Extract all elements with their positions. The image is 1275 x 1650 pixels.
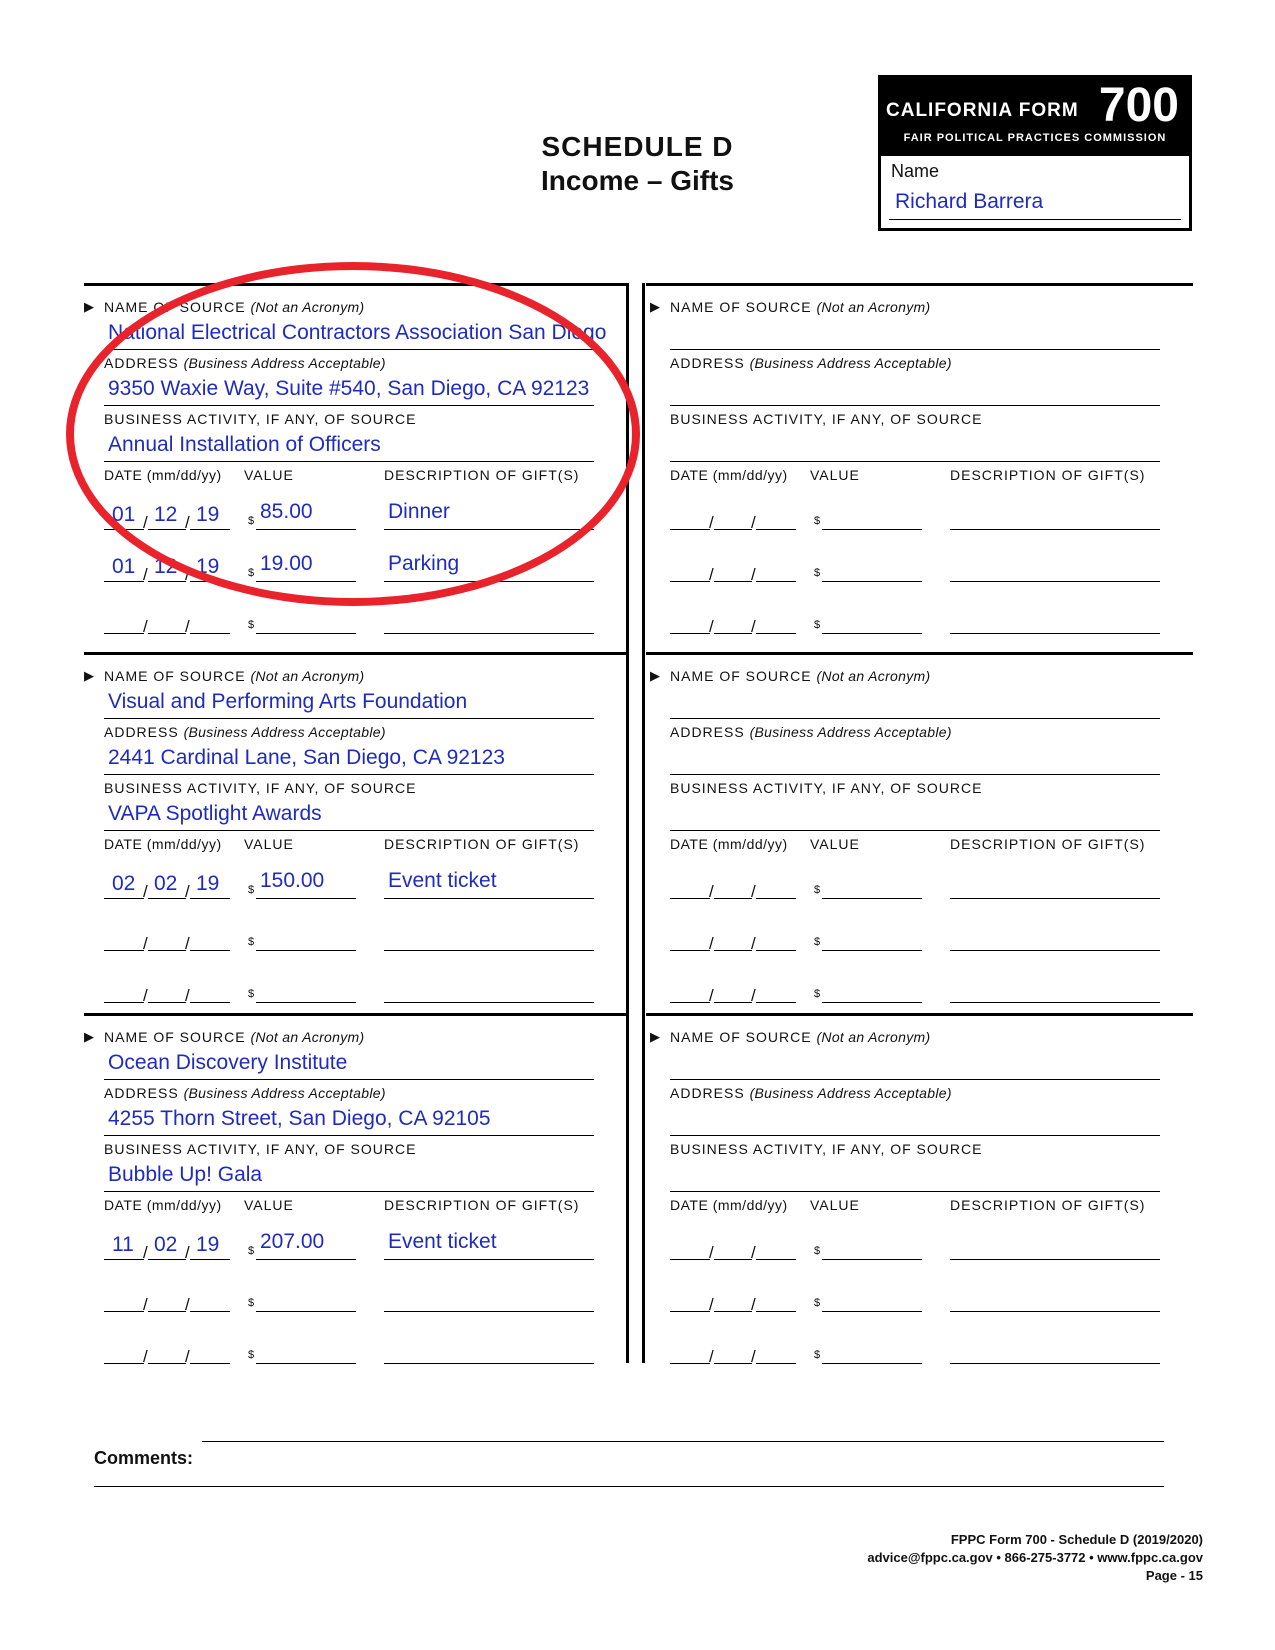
- date-yy-underline: [190, 898, 230, 899]
- gift-value-underline: [256, 898, 356, 899]
- date-yy-underline: [756, 898, 796, 899]
- footer-page-number: Page - 15: [1145, 1568, 1203, 1583]
- date-dd-underline: [148, 898, 186, 899]
- date-dd-underline: [714, 1259, 752, 1260]
- dollar-sign: $: [248, 1297, 255, 1309]
- dollar-sign: $: [248, 884, 255, 896]
- gift-value-underline: [822, 1311, 922, 1312]
- dollar-sign: $: [248, 1245, 255, 1257]
- gift-description-underline: [384, 529, 594, 530]
- name-of-source-note: (Not an Acronym): [250, 1029, 365, 1045]
- date-column-label: DATE (mm/dd/yy): [670, 1197, 788, 1213]
- dollar-sign: $: [248, 567, 255, 579]
- gift-description-field[interactable]: Event ticket: [388, 1230, 497, 1253]
- section-rule: [646, 652, 1193, 655]
- business-activity-underline: [104, 1191, 594, 1192]
- date-separator: /: [751, 617, 756, 636]
- comments-field-line-1[interactable]: [202, 1441, 1164, 1442]
- gift-description-underline: [384, 950, 594, 951]
- date-separator: /: [709, 1295, 714, 1314]
- date-yy-underline: [756, 529, 796, 530]
- value-column-label: VALUE: [244, 467, 294, 483]
- gift-value-underline: [256, 581, 356, 582]
- date-dd-underline: [714, 1311, 752, 1312]
- date-separator: /: [751, 565, 756, 584]
- value-column-label: VALUE: [810, 1197, 860, 1213]
- date-yy-underline: [190, 1002, 230, 1003]
- form-number: 700: [1098, 79, 1179, 132]
- date-separator: /: [751, 882, 756, 901]
- date-column-label: DATE (mm/dd/yy): [104, 467, 222, 483]
- description-column-label: DESCRIPTION OF GIFT(S): [950, 836, 1146, 852]
- form-id-band: [881, 78, 1189, 156]
- date-yy-underline: [190, 529, 230, 530]
- date-yy-underline: [756, 1259, 796, 1260]
- date-mm-underline: [104, 1311, 144, 1312]
- date-mm-underline: [104, 1363, 144, 1364]
- dollar-sign: $: [814, 988, 821, 1000]
- gift-date-year[interactable]: 19: [196, 1233, 220, 1256]
- date-mm-underline: [670, 529, 710, 530]
- date-yy-underline: [756, 950, 796, 951]
- business-activity-field[interactable]: Annual Installation of Officers: [108, 433, 381, 456]
- business-activity-underline: [104, 461, 594, 462]
- name-of-source-label: [104, 1029, 364, 1045]
- address-text: ADDRESS: [104, 724, 179, 740]
- date-dd-underline: [714, 1363, 752, 1364]
- date-dd-underline: [714, 1002, 752, 1003]
- gift-value-underline: [256, 1259, 356, 1260]
- gift-description-underline: [384, 633, 594, 634]
- gift-description-underline: [950, 529, 1160, 530]
- dollar-sign: $: [248, 515, 255, 527]
- section-rule: [84, 652, 628, 655]
- date-separator: /: [143, 934, 148, 953]
- date-dd-underline: [148, 1311, 186, 1312]
- date-separator: /: [185, 934, 190, 953]
- gift-value-field[interactable]: 207.00: [260, 1230, 325, 1253]
- description-column-label: DESCRIPTION OF GIFT(S): [384, 467, 580, 483]
- date-dd-underline: [148, 529, 186, 530]
- date-yy-underline: [756, 1311, 796, 1312]
- value-column-label: VALUE: [810, 467, 860, 483]
- dollar-sign: $: [248, 988, 255, 1000]
- name-of-source-text: NAME OF SOURCE: [670, 668, 812, 684]
- date-mm-underline: [670, 633, 710, 634]
- gift-value-field[interactable]: 85.00: [260, 500, 313, 523]
- name-of-source-note: (Not an Acronym): [250, 668, 365, 684]
- business-activity-label: BUSINESS ACTIVITY, IF ANY, OF SOURCE: [670, 411, 983, 427]
- name-of-source-note: (Not an Acronym): [816, 1029, 931, 1045]
- gift-description-underline: [384, 898, 594, 899]
- address-label: [670, 724, 952, 740]
- gift-description-underline: [950, 1311, 1160, 1312]
- date-separator: /: [143, 513, 148, 532]
- date-yy-underline: [190, 1311, 230, 1312]
- dollar-sign: $: [814, 1297, 821, 1309]
- gift-value-underline: [256, 633, 356, 634]
- business-activity-field[interactable]: VAPA Spotlight Awards: [108, 802, 322, 825]
- address-label: [670, 355, 952, 371]
- date-separator: /: [751, 1295, 756, 1314]
- source-name-underline: [104, 349, 594, 350]
- gift-value-underline: [256, 950, 356, 951]
- date-separator: /: [185, 1295, 190, 1314]
- date-separator: /: [709, 882, 714, 901]
- name-of-source-note: (Not an Acronym): [816, 299, 931, 315]
- gift-description-field[interactable]: Event ticket: [388, 869, 497, 892]
- gift-value-underline: [256, 1363, 356, 1364]
- date-dd-underline: [714, 529, 752, 530]
- date-dd-underline: [714, 581, 752, 582]
- date-separator: /: [185, 1347, 190, 1366]
- triangle-marker-icon: ▶: [84, 299, 94, 314]
- date-yy-underline: [190, 581, 230, 582]
- date-separator: /: [143, 1243, 148, 1262]
- date-separator: /: [185, 617, 190, 636]
- date-separator: /: [751, 986, 756, 1005]
- business-activity-label: BUSINESS ACTIVITY, IF ANY, OF SOURCE: [104, 411, 417, 427]
- source-address-field[interactable]: 2441 Cardinal Lane, San Diego, CA 92123: [108, 746, 505, 769]
- address-text: ADDRESS: [670, 724, 745, 740]
- gift-date-month[interactable]: 01: [112, 555, 136, 578]
- source-name-underline: [670, 349, 1160, 350]
- gift-date-day[interactable]: 12: [154, 503, 178, 526]
- dollar-sign: $: [248, 936, 255, 948]
- business-activity-underline: [670, 1191, 1160, 1192]
- filer-name-field[interactable]: Richard Barrera: [895, 190, 1044, 213]
- business-activity-label: BUSINESS ACTIVITY, IF ANY, OF SOURCE: [670, 780, 983, 796]
- date-yy-underline: [756, 581, 796, 582]
- gift-date-year[interactable]: 19: [196, 503, 220, 526]
- date-dd-underline: [148, 581, 186, 582]
- date-column-label: DATE (mm/dd/yy): [670, 836, 788, 852]
- name-of-source-label: [104, 299, 364, 315]
- source-address-underline: [670, 1135, 1160, 1136]
- date-separator: /: [751, 1347, 756, 1366]
- date-separator: /: [185, 986, 190, 1005]
- source-address-underline: [670, 405, 1160, 406]
- name-of-source-label: [104, 668, 364, 684]
- name-of-source-text: NAME OF SOURCE: [104, 1029, 246, 1045]
- gift-description-underline: [950, 950, 1160, 951]
- source-address-underline: [670, 774, 1160, 775]
- source-address-field[interactable]: 9350 Waxie Way, Suite #540, San Diego, CA 92123: [108, 377, 590, 400]
- date-mm-underline: [104, 898, 144, 899]
- gift-description-underline: [950, 1002, 1160, 1003]
- gift-description-underline: [384, 581, 594, 582]
- address-label: [670, 1085, 952, 1101]
- gift-date-day[interactable]: 02: [154, 872, 178, 895]
- business-activity-underline: [670, 830, 1160, 831]
- date-separator: /: [143, 1347, 148, 1366]
- date-dd-underline: [148, 1363, 186, 1364]
- date-separator: /: [709, 1347, 714, 1366]
- date-dd-underline: [714, 633, 752, 634]
- date-separator: /: [709, 934, 714, 953]
- gift-date-year[interactable]: 19: [196, 555, 220, 578]
- name-of-source-label: [670, 299, 930, 315]
- address-text: ADDRESS: [104, 355, 179, 371]
- section-rule: [84, 283, 628, 286]
- gift-description-underline: [950, 633, 1160, 634]
- date-separator: /: [751, 513, 756, 532]
- description-column-label: DESCRIPTION OF GIFT(S): [384, 836, 580, 852]
- gift-description-underline: [950, 1363, 1160, 1364]
- date-mm-underline: [104, 950, 144, 951]
- date-mm-underline: [104, 529, 144, 530]
- footer-contact: advice@fppc.ca.gov • 866-275-3772 • www.fppc.ca.gov: [867, 1550, 1203, 1565]
- date-column-label: DATE (mm/dd/yy): [104, 1197, 222, 1213]
- source-name-field[interactable]: Ocean Discovery Institute: [108, 1051, 348, 1074]
- name-of-source-note: (Not an Acronym): [250, 299, 365, 315]
- date-mm-underline: [670, 581, 710, 582]
- gift-value-underline: [256, 1002, 356, 1003]
- date-mm-underline: [670, 950, 710, 951]
- gift-date-year[interactable]: 19: [196, 872, 220, 895]
- triangle-marker-icon: ▶: [650, 1029, 660, 1044]
- date-separator: /: [185, 1243, 190, 1262]
- date-mm-underline: [670, 1002, 710, 1003]
- gift-value-underline: [822, 529, 922, 530]
- date-separator: /: [143, 565, 148, 584]
- source-address-field[interactable]: 4255 Thorn Street, San Diego, CA 92105: [108, 1107, 491, 1130]
- date-yy-underline: [190, 1259, 230, 1260]
- source-address-underline: [104, 405, 594, 406]
- name-of-source-label: [670, 1029, 930, 1045]
- value-column-label: VALUE: [244, 1197, 294, 1213]
- date-column-label: DATE (mm/dd/yy): [670, 467, 788, 483]
- date-yy-underline: [756, 1363, 796, 1364]
- address-text: ADDRESS: [670, 355, 745, 371]
- address-text: ADDRESS: [104, 1085, 179, 1101]
- address-note: (Business Address Acceptable): [183, 1085, 386, 1101]
- date-separator: /: [143, 1295, 148, 1314]
- gift-description-underline: [384, 1002, 594, 1003]
- gift-value-underline: [822, 1002, 922, 1003]
- date-separator: /: [709, 565, 714, 584]
- dollar-sign: $: [814, 619, 821, 631]
- date-mm-underline: [670, 1311, 710, 1312]
- name-of-source-text: NAME OF SOURCE: [670, 1029, 812, 1045]
- address-text: ADDRESS: [670, 1085, 745, 1101]
- gift-value-underline: [256, 1311, 356, 1312]
- triangle-marker-icon: ▶: [650, 299, 660, 314]
- source-name-field[interactable]: Visual and Performing Arts Foundation: [108, 690, 468, 713]
- gift-value-underline: [822, 898, 922, 899]
- gift-description-field[interactable]: Dinner: [388, 500, 450, 523]
- dollar-sign: $: [814, 515, 821, 527]
- footer-form-id: FPPC Form 700 - Schedule D (2019/2020): [950, 1532, 1203, 1547]
- gift-description-underline: [950, 1259, 1160, 1260]
- gift-date-month[interactable]: 11: [112, 1233, 134, 1256]
- name-of-source-note: (Not an Acronym): [816, 668, 931, 684]
- section-rule: [646, 283, 1193, 286]
- date-separator: /: [185, 565, 190, 584]
- section-rule: [84, 1013, 628, 1016]
- source-address-underline: [104, 1135, 594, 1136]
- source-name-field[interactable]: National Electrical Contractors Association San Diego: [108, 321, 607, 344]
- gift-value-underline: [822, 581, 922, 582]
- address-label: [104, 724, 386, 740]
- business-activity-underline: [670, 461, 1160, 462]
- gift-date-month[interactable]: 02: [112, 872, 136, 895]
- date-dd-underline: [148, 1002, 186, 1003]
- date-mm-underline: [670, 1259, 710, 1260]
- name-of-source-text: NAME OF SOURCE: [104, 668, 246, 684]
- date-dd-underline: [714, 898, 752, 899]
- gift-date-month[interactable]: 01: [112, 503, 136, 526]
- description-column-label: DESCRIPTION OF GIFT(S): [950, 467, 1146, 483]
- dollar-sign: $: [814, 1349, 821, 1361]
- source-name-underline: [670, 718, 1160, 719]
- form-label: CALIFORNIA FORM: [886, 100, 1079, 121]
- name-of-source-label: [670, 668, 930, 684]
- date-separator: /: [185, 882, 190, 901]
- dollar-sign: $: [814, 1245, 821, 1257]
- filer-name-underline: [889, 219, 1181, 220]
- date-mm-underline: [104, 581, 144, 582]
- date-separator: /: [751, 934, 756, 953]
- business-activity-label: BUSINESS ACTIVITY, IF ANY, OF SOURCE: [104, 1141, 417, 1157]
- schedule-title: SCHEDULE D: [541, 131, 734, 162]
- date-mm-underline: [104, 633, 144, 634]
- form-id-box: [878, 75, 1192, 231]
- value-column-label: VALUE: [244, 836, 294, 852]
- date-yy-underline: [756, 633, 796, 634]
- date-mm-underline: [104, 1002, 144, 1003]
- date-separator: /: [709, 513, 714, 532]
- date-separator: /: [709, 1243, 714, 1262]
- triangle-marker-icon: ▶: [650, 668, 660, 683]
- date-dd-underline: [148, 1259, 186, 1260]
- triangle-marker-icon: ▶: [84, 668, 94, 683]
- address-note: (Business Address Acceptable): [749, 1085, 952, 1101]
- date-separator: /: [751, 1243, 756, 1262]
- business-activity-label: BUSINESS ACTIVITY, IF ANY, OF SOURCE: [104, 780, 417, 796]
- date-dd-underline: [714, 950, 752, 951]
- dollar-sign: $: [814, 936, 821, 948]
- date-dd-underline: [148, 633, 186, 634]
- date-separator: /: [185, 513, 190, 532]
- gift-value-field[interactable]: 19.00: [260, 552, 313, 575]
- gift-description-field[interactable]: Parking: [388, 552, 460, 575]
- name-of-source-text: NAME OF SOURCE: [670, 299, 812, 315]
- date-mm-underline: [104, 1259, 144, 1260]
- name-of-source-text: NAME OF SOURCE: [104, 299, 246, 315]
- date-mm-underline: [670, 898, 710, 899]
- address-note: (Business Address Acceptable): [183, 724, 386, 740]
- description-column-label: DESCRIPTION OF GIFT(S): [950, 1197, 1146, 1213]
- gift-date-day[interactable]: 02: [154, 1233, 178, 1256]
- gift-value-underline: [822, 950, 922, 951]
- column-divider: [642, 283, 645, 1363]
- date-yy-underline: [190, 950, 230, 951]
- address-label: [104, 1085, 386, 1101]
- comments-field-line-2[interactable]: [94, 1486, 1164, 1487]
- triangle-marker-icon: ▶: [84, 1029, 94, 1044]
- business-activity-field[interactable]: Bubble Up! Gala: [108, 1163, 263, 1186]
- date-mm-underline: [670, 1363, 710, 1364]
- gift-description-underline: [384, 1311, 594, 1312]
- gift-value-underline: [822, 1259, 922, 1260]
- date-column-label: DATE (mm/dd/yy): [104, 836, 222, 852]
- address-note: (Business Address Acceptable): [749, 355, 952, 371]
- description-column-label: DESCRIPTION OF GIFT(S): [384, 1197, 580, 1213]
- gift-description-underline: [950, 898, 1160, 899]
- filer-name-label: Name: [891, 161, 940, 181]
- dollar-sign: $: [248, 619, 255, 631]
- address-note: (Business Address Acceptable): [749, 724, 952, 740]
- date-dd-underline: [148, 950, 186, 951]
- gift-value-underline: [256, 529, 356, 530]
- gift-description-underline: [384, 1363, 594, 1364]
- gift-description-underline: [384, 1259, 594, 1260]
- gift-value-underline: [822, 1363, 922, 1364]
- date-yy-underline: [190, 1363, 230, 1364]
- section-rule: [646, 1013, 1193, 1016]
- date-separator: /: [709, 617, 714, 636]
- comments-label: Comments:: [94, 1448, 194, 1468]
- dollar-sign: $: [814, 567, 821, 579]
- date-yy-underline: [756, 1002, 796, 1003]
- date-separator: /: [143, 617, 148, 636]
- value-column-label: VALUE: [810, 836, 860, 852]
- source-address-underline: [104, 774, 594, 775]
- schedule-subtitle: Income – Gifts: [541, 165, 734, 196]
- source-name-underline: [670, 1079, 1160, 1080]
- address-note: (Business Address Acceptable): [183, 355, 386, 371]
- source-name-underline: [104, 718, 594, 719]
- date-separator: /: [143, 882, 148, 901]
- column-divider: [626, 283, 629, 1363]
- gift-value-underline: [822, 633, 922, 634]
- gift-date-day[interactable]: 12: [154, 555, 178, 578]
- date-separator: /: [143, 986, 148, 1005]
- business-activity-label: BUSINESS ACTIVITY, IF ANY, OF SOURCE: [670, 1141, 983, 1157]
- commission-name: FAIR POLITICAL PRACTICES COMMISSION: [903, 132, 1167, 144]
- date-yy-underline: [190, 633, 230, 634]
- gift-value-field[interactable]: 150.00: [260, 869, 325, 892]
- source-name-underline: [104, 1079, 594, 1080]
- dollar-sign: $: [814, 884, 821, 896]
- date-separator: /: [709, 986, 714, 1005]
- address-label: [104, 355, 386, 371]
- dollar-sign: $: [248, 1349, 255, 1361]
- gift-description-underline: [950, 581, 1160, 582]
- business-activity-underline: [104, 830, 594, 831]
